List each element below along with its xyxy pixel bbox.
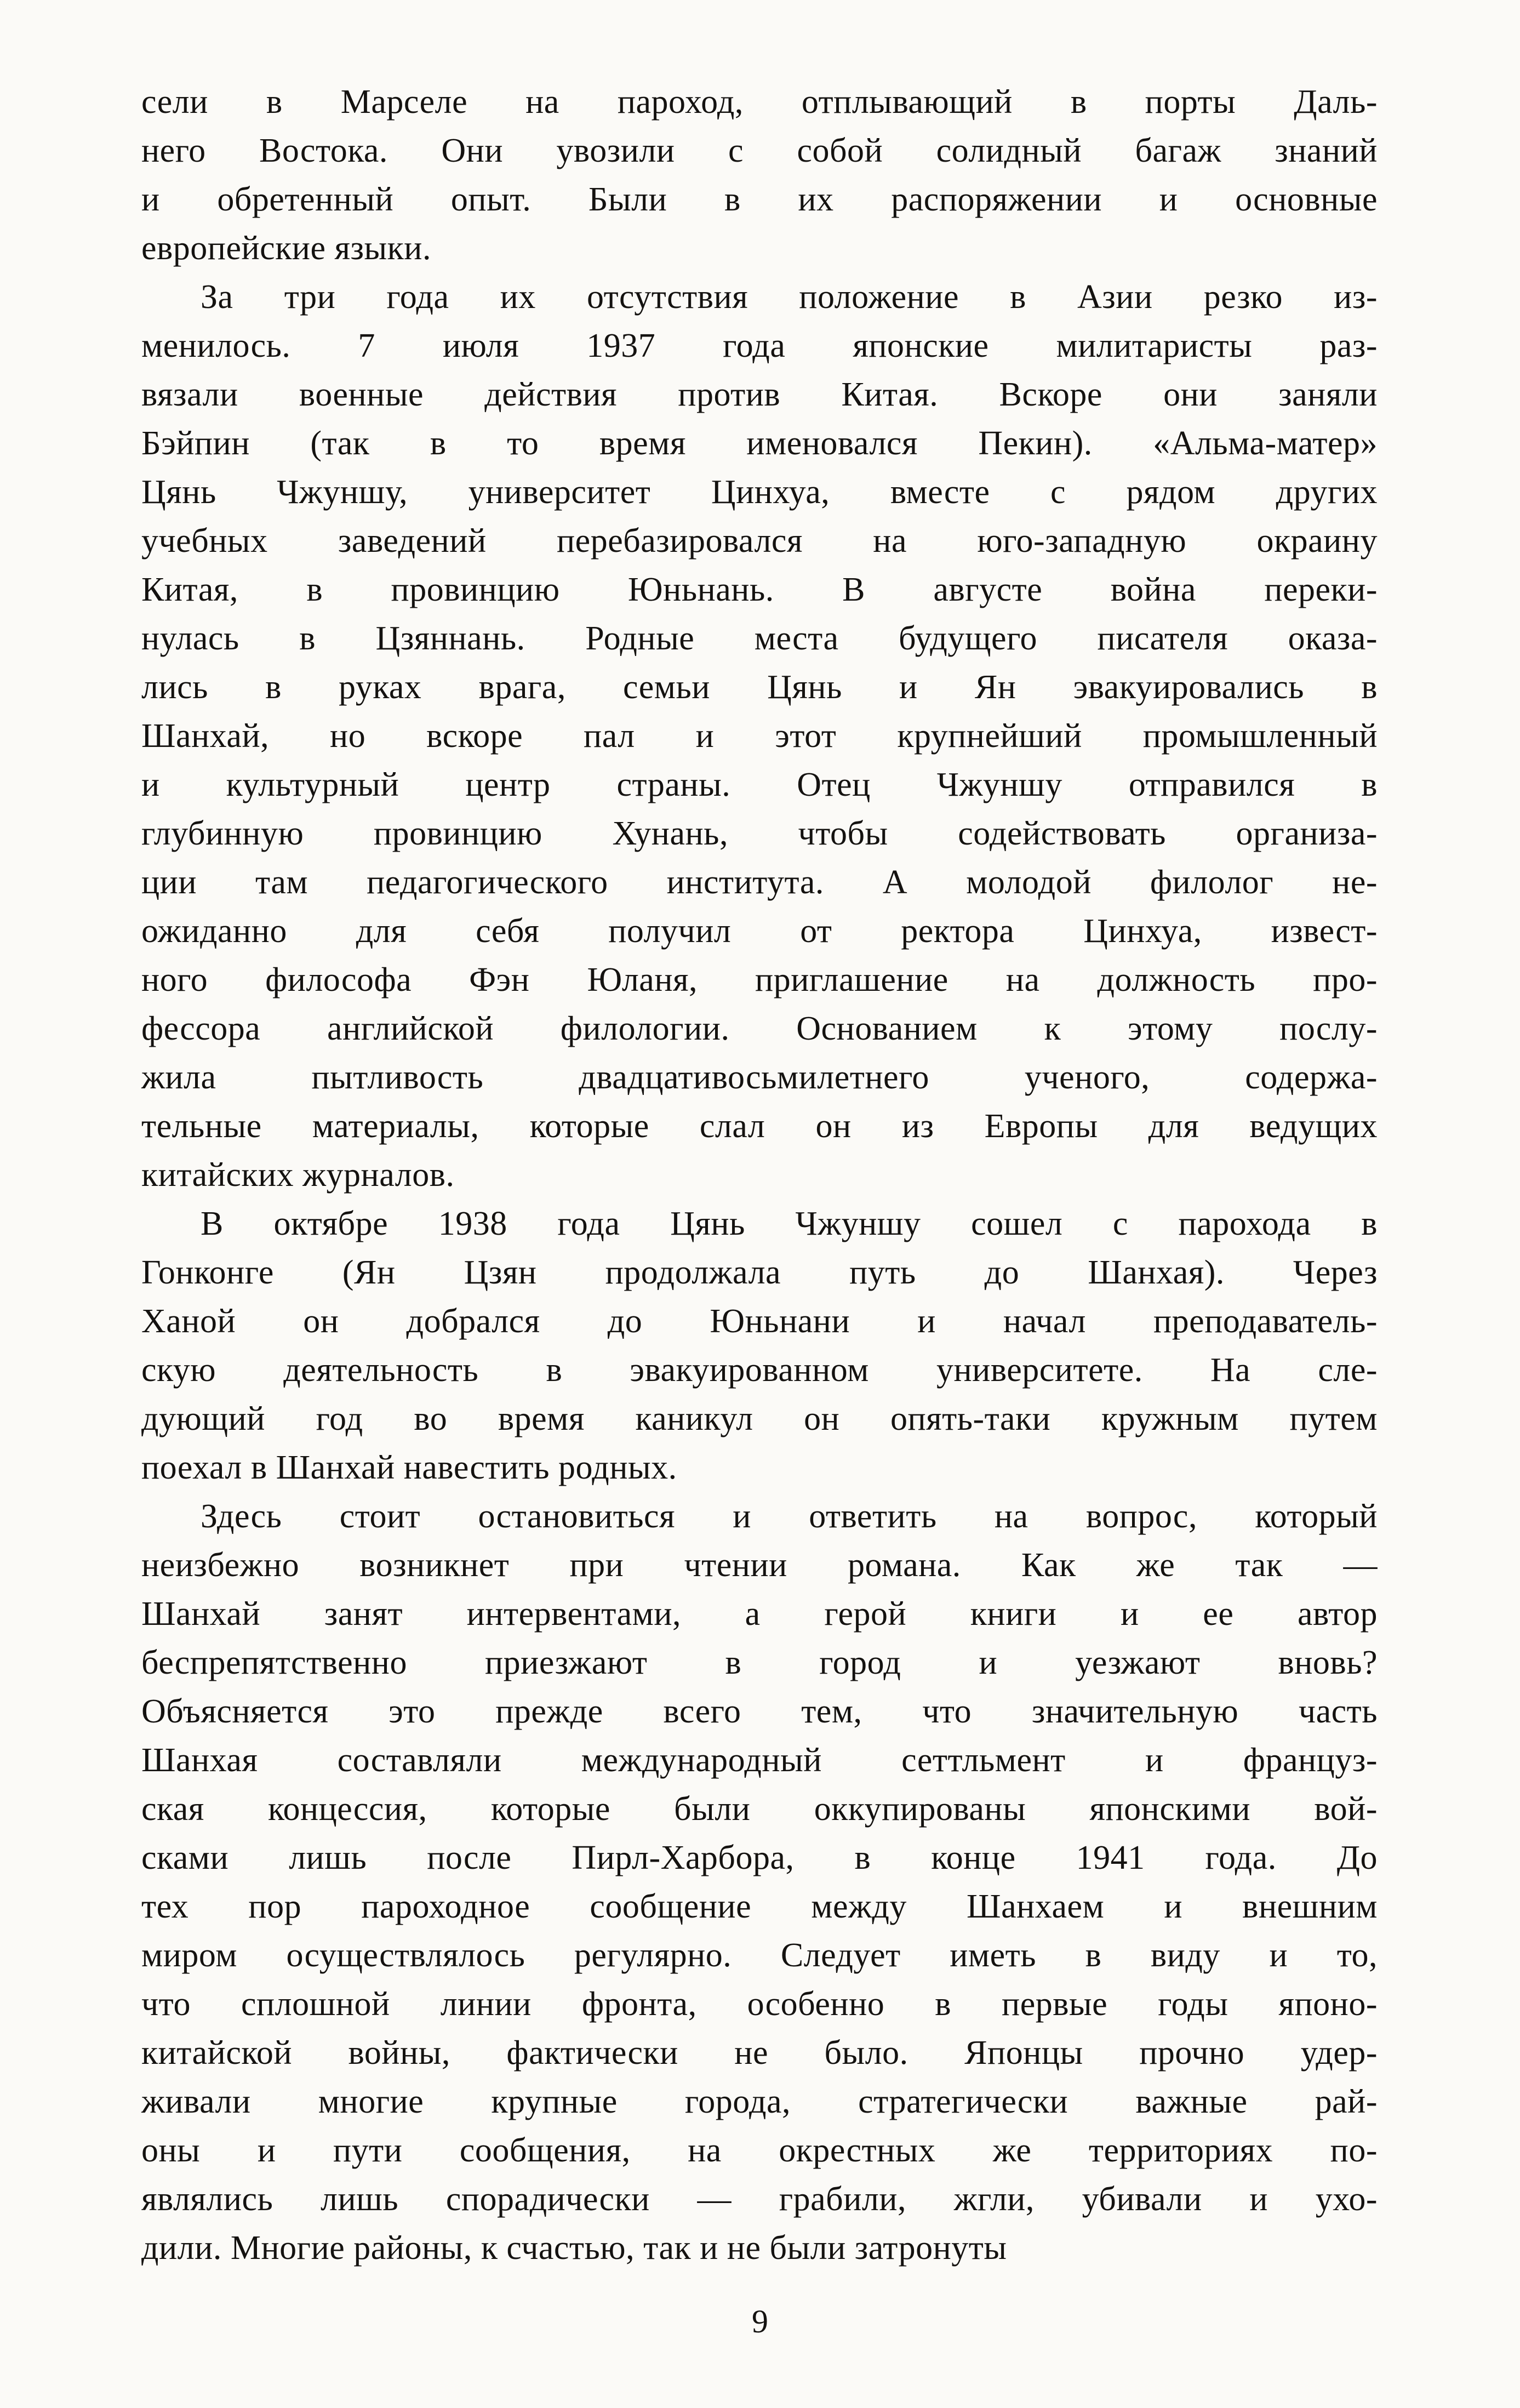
text-line: Объясняется это прежде всего тем, что значительную часть (141, 1693, 1378, 1730)
text-block (141, 78, 1378, 2273)
text-line: ного философа Фэн Юланя, приглашение на должность про- (141, 961, 1378, 998)
text-line: скую деятельность в эвакуированном университете. На сле- (141, 1351, 1378, 1389)
text-line: него Востока. Они увозили с собой солидный багаж знаний (141, 132, 1378, 169)
text-line: Китая, в провинцию Юньнань. В августе война переки- (141, 571, 1378, 608)
text-line: миром осуществлялось регулярно. Следует иметь в виду и то, (141, 1937, 1378, 1974)
paragraph (141, 1200, 1378, 1492)
text-line: поехал в Шанхай навестить родных. (141, 1449, 677, 1486)
text-line: дующий год во время каникул он опять-таки кружным путем (141, 1400, 1378, 1437)
text-line: Цянь Чжуншу, университет Цинхуа, вместе с рядом других (141, 473, 1378, 511)
text-line: что сплошной линии фронта, особенно в первые годы японо- (141, 1985, 1378, 2023)
text-line: дили. Многие районы, к счастью, так и не были затронуты (141, 2229, 1007, 2267)
text-line: менилось. 7 июля 1937 года японские милитаристы раз- (141, 327, 1378, 364)
text-line: нулась в Цзяннань. Родные места будущего писателя оказа- (141, 620, 1378, 657)
text-line: За три года их отсутствия положение в Азии резко из- (201, 278, 1378, 316)
paragraph (141, 1492, 1378, 2273)
text-line: оны и пути сообщения, на окрестных же территориях по- (141, 2132, 1378, 2169)
text-line: сели в Марселе на пароход, отплывающий в порты Даль- (141, 83, 1378, 121)
text-line: Бэйпин (так в то время именовался Пекин). «Альма-матер» (141, 425, 1378, 462)
text-line: являлись лишь спорадически — грабили, жгли, убивали и ухо- (141, 2181, 1378, 2218)
text-line: Шанхая составляли международный сеттльмент и француз- (141, 1742, 1378, 1779)
text-line: Шанхай, но вскоре пал и этот крупнейший промышленный (141, 717, 1378, 755)
text-line: Гонконге (Ян Цзян продолжала путь до Шанхая). Через (141, 1254, 1378, 1291)
text-line: тех пор пароходное сообщение между Шанхаем и внешним (141, 1888, 1378, 1925)
text-line: китайской войны, фактически не было. Японцы прочно удер- (141, 2034, 1378, 2072)
text-line: В октябре 1938 года Цянь Чжуншу сошел с парохода в (201, 1205, 1378, 1242)
text-line: жила пытливость двадцативосьмилетнего ученого, содержа- (141, 1059, 1378, 1096)
text-line: и обретенный опыт. Были в их распоряжении и основные (141, 181, 1378, 218)
text-line: учебных заведений перебазировался на юго-западную окраину (141, 522, 1378, 560)
text-line: европейские языки. (141, 230, 431, 267)
text-line: ции там педагогического института. А молодой филолог не- (141, 864, 1378, 901)
text-line: неизбежно возникнет при чтении романа. Как же так — (141, 1547, 1378, 1584)
text-line: фессора английской филологии. Основанием к этому послу- (141, 1010, 1378, 1047)
paragraph (141, 78, 1378, 273)
text-line: ожиданно для себя получил от ректора Цинхуа, извест- (141, 912, 1378, 950)
text-line: вязали военные действия против Китая. Вскоре они заняли (141, 376, 1378, 413)
page-number: 9 (752, 2303, 768, 2339)
text-line: лись в руках врага, семьи Цянь и Ян эвакуировались в (141, 669, 1378, 706)
text-line: тельные материалы, которые слал он из Европы для ведущих (141, 1108, 1378, 1145)
text-line: Шанхай занят интервентами, а герой книги и ее автор (141, 1595, 1378, 1633)
text-line: сками лишь после Пирл-Харбора, в конце 1941 года. До (141, 1839, 1378, 1876)
text-line: глубинную провинцию Хунань, чтобы содействовать организа- (141, 815, 1378, 852)
text-line: Здесь стоит остановиться и ответить на вопрос, который (201, 1498, 1378, 1535)
text-line: Ханой он добрался до Юньнани и начал преподаватель- (141, 1303, 1378, 1340)
text-line: беспрепятственно приезжают в город и уезжают вновь? (141, 1644, 1378, 1681)
text-line: и культурный центр страны. Отец Чжуншу отправился в (141, 766, 1378, 803)
text-line: живали многие крупные города, стратегически важные рай- (141, 2083, 1378, 2120)
text-line: китайских журналов. (141, 1156, 455, 1194)
text-line: ская концессия, которые были оккупированы японскими вой- (141, 1790, 1378, 1828)
paragraph (141, 273, 1378, 1200)
